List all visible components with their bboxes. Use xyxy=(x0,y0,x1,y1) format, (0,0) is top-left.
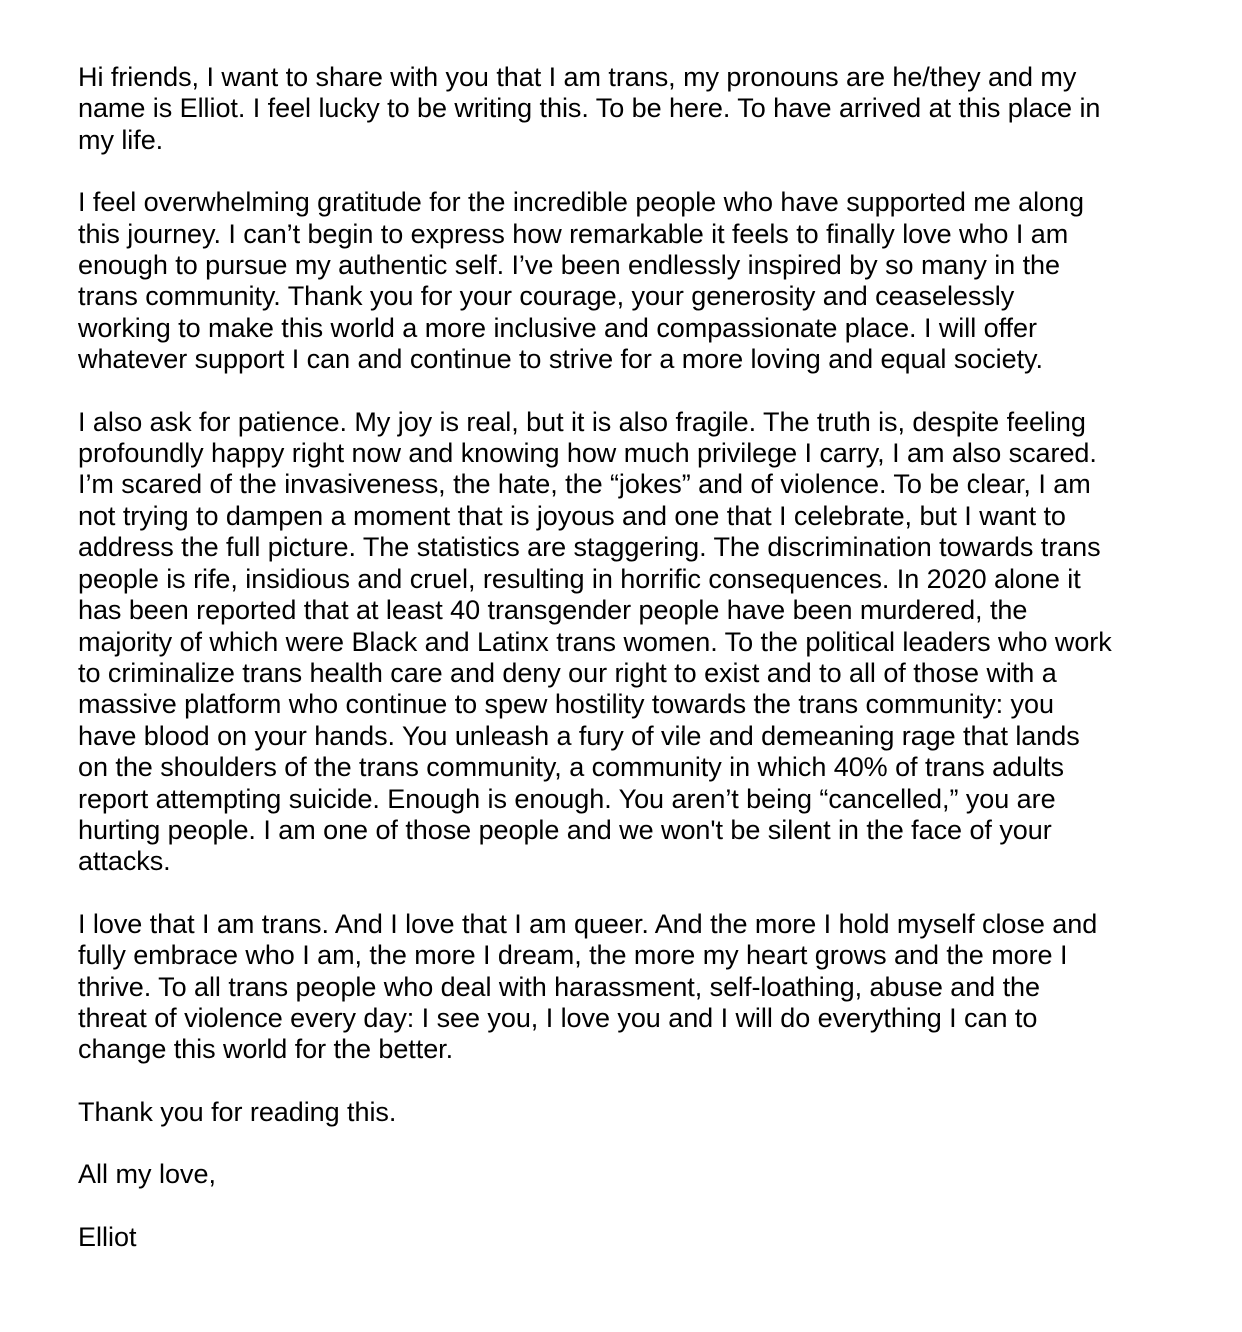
closing-line: All my love, xyxy=(78,1159,217,1190)
paragraph-thanks: Thank you for reading this. xyxy=(78,1096,397,1127)
signature-name: Elliot xyxy=(78,1221,137,1252)
paragraph-gratitude: I feel overwhelming gratitude for the incredible people who have supported me along this journey. I can’t begin to express how remarkable it feels to finally love who I am enough to pursue my authentic self. I’ve been endlessly inspired by so many in the trans community. Thank you for your courage, your generosity and ceaselessly working to make this world a more inclusive and compassionate place. I will offer whatever support I can and continue to strive for a more loving and equal society. xyxy=(78,187,1084,375)
letter-body xyxy=(78,62,1112,1284)
paragraph-patience: I also ask for patience. My joy is real, but it is also fragile. The truth is, despite feeling profoundly happy right now and knowing how much privilege I carry, I am also scared. I’m scared of the invasiveness, the hate, the “jokes” and of violence. To be clear, I am not trying to dampen a moment that is joyous and one that I celebrate, but I want to address the full picture. The statistics are staggering. The discrimination towards trans people is rife, insidious and cruel, resulting in horrific consequences. In 2020 alone it has been reported that at least 40 transgender people have been murdered, the majority of which were Black and Latinx trans women. To the political leaders who work to criminalize trans health care and deny our right to exist and to all of those with a massive platform who continue to spew hostility towards the trans community: you have blood on your hands. You unleash a fury of vile and demeaning rage that lands on the shoulders of the trans community, a community in which 40% of trans adults report attempting suicide. Enough is enough. You aren’t being “cancelled,” you are hurting people. I am one of those people and we won't be silent in the face of your attacks. xyxy=(78,406,1112,877)
paragraph-love: I love that I am trans. And I love that I am queer. And the more I hold myself close and fully embrace who I am, the more I dream, the more my heart grows and the more I thrive. To all trans people who deal with harassment, self-loathing, abuse and the threat of violence every day: I see you, I love you and I will do everything I can to change this world for the better. xyxy=(78,908,1098,1065)
paragraph-intro: Hi friends, I want to share with you that I am trans, my pronouns are he/they and my name is Elliot. I feel lucky to be writing this. To be here. To have arrived at this place in my life. xyxy=(78,62,1101,155)
